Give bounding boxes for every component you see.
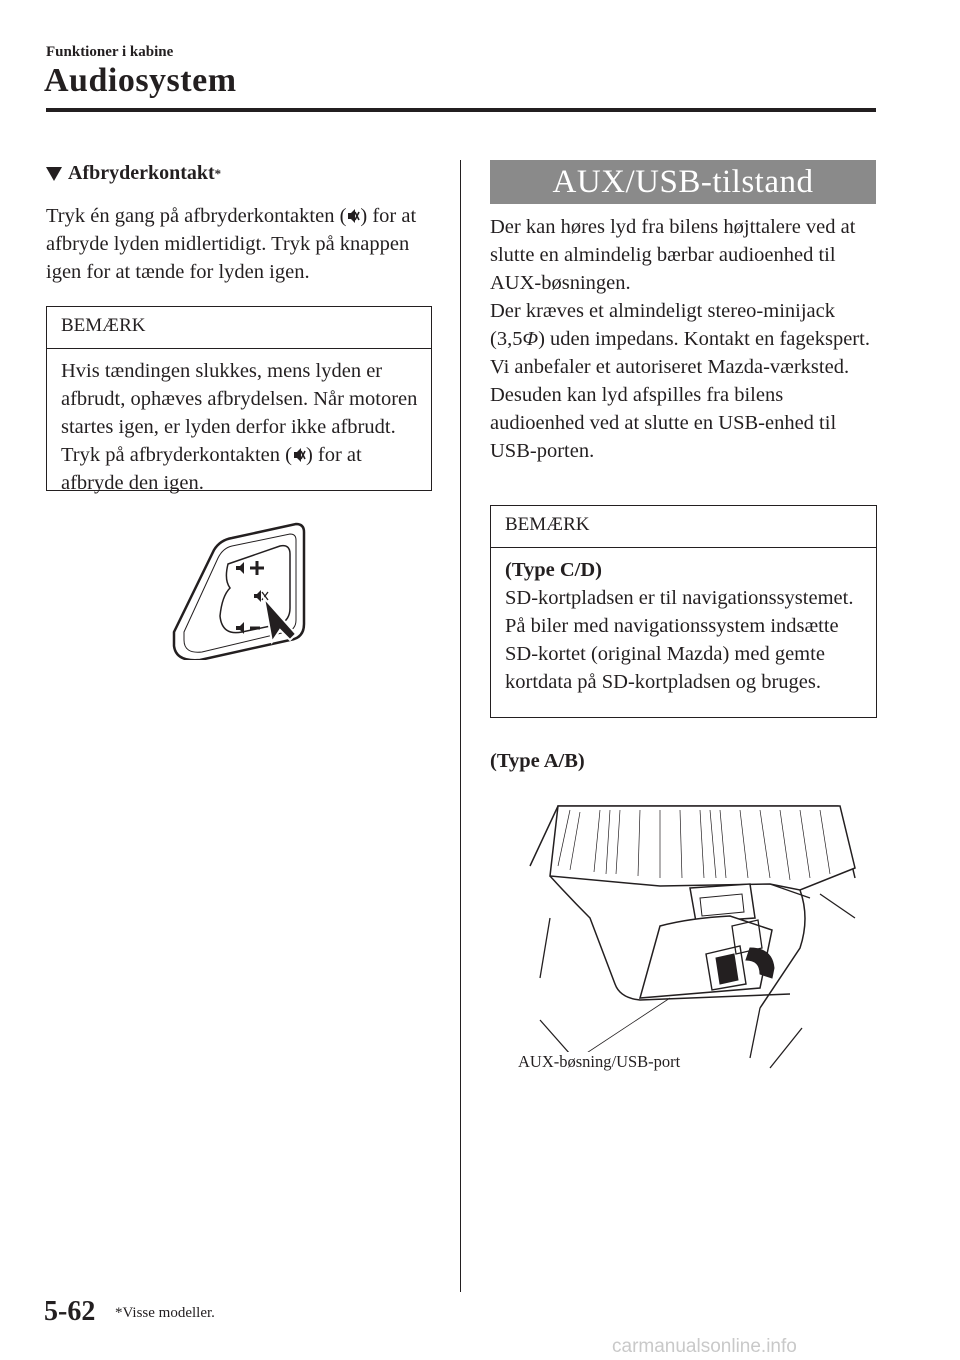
note-box-right <box>490 505 877 718</box>
aux-usb-banner: AUX/USB-tilstand <box>490 160 876 204</box>
note-body-right <box>491 548 876 702</box>
steering-wheel-mute-switch-icon <box>170 520 310 660</box>
note-type-label: (Type C/D) <box>505 559 602 581</box>
aux-paragraph-3: Desuden kan lyd afspilles fra bilens audioenhed ved at slutte en USB-enhed til USB-porten. <box>490 384 837 462</box>
mute-instructions-end: ) for at afbryde lyden midlertidigt. Tryk på knappen igen for at tænde for lyden igen. <box>46 205 417 283</box>
aux-paragraph-2 <box>490 297 880 381</box>
subhead-text: Afbryderkontakt <box>68 162 215 184</box>
page-title: Audiosystem <box>44 62 237 99</box>
subhead-asterisk: * <box>214 165 222 181</box>
watermark: carmanualsonline.info <box>612 1336 797 1357</box>
subhead-afbryderkontakt <box>46 162 221 185</box>
center-console-aux-usb-icon <box>510 798 860 1080</box>
page-number: 5-62 <box>44 1296 96 1327</box>
note-text-left-end: ) for at afbryde den igen. <box>61 444 362 494</box>
type-a-b-label: (Type A/B) <box>490 750 585 772</box>
aux-paragraph-1: Der kan høres lyd fra bilens højttalere ved at slutte en almindelig bærbar audioenhed til AUX-bøsningen. <box>490 216 856 294</box>
mute-icon <box>346 208 360 224</box>
triangle-bullet-icon <box>46 167 62 181</box>
mute-instructions-start: Tryk én gang på afbryderkontakten ( <box>46 205 347 227</box>
aux-usb-description <box>490 213 880 465</box>
mute-instructions <box>46 202 438 286</box>
footnote: *Visse modeller. <box>115 1305 215 1321</box>
figure-caption: AUX-bøsning/USB-port <box>518 1052 681 1071</box>
diameter-symbol: Φ <box>522 328 539 350</box>
note-title-left: BEMÆRK <box>47 307 431 349</box>
aux-paragraph-2-end: ) uden impedans. Kontakt en fagekspert. Vi anbefaler et autoriseret Mazda-værksted. <box>490 328 870 378</box>
aux-paragraph-2-start: Der kræves et almindeligt stereo-minijack (3,5 <box>490 300 835 350</box>
note-text-left-start: Hvis tændingen slukkes, mens lyden er afbrudt, ophæves afbrydelsen. Når motoren startes igen, er lyden derfor ikke afbrudt. Tryk på afbryderkontakten ( <box>61 360 418 466</box>
section-label: Funktioner i kabine <box>46 44 174 60</box>
note-title-right: BEMÆRK <box>491 506 876 548</box>
column-divider <box>460 160 461 1292</box>
note-text-left <box>47 349 431 503</box>
note-text-right: SD-kortpladsen er til navigationssystemet. På biler med navigationssystem indsætte SD-kortet (original Mazda) med gemte kortdata på SD-kortpladsen og bruges. <box>505 587 854 693</box>
note-box-left <box>46 306 432 494</box>
header-rule <box>46 108 876 112</box>
mute-icon <box>292 447 306 463</box>
